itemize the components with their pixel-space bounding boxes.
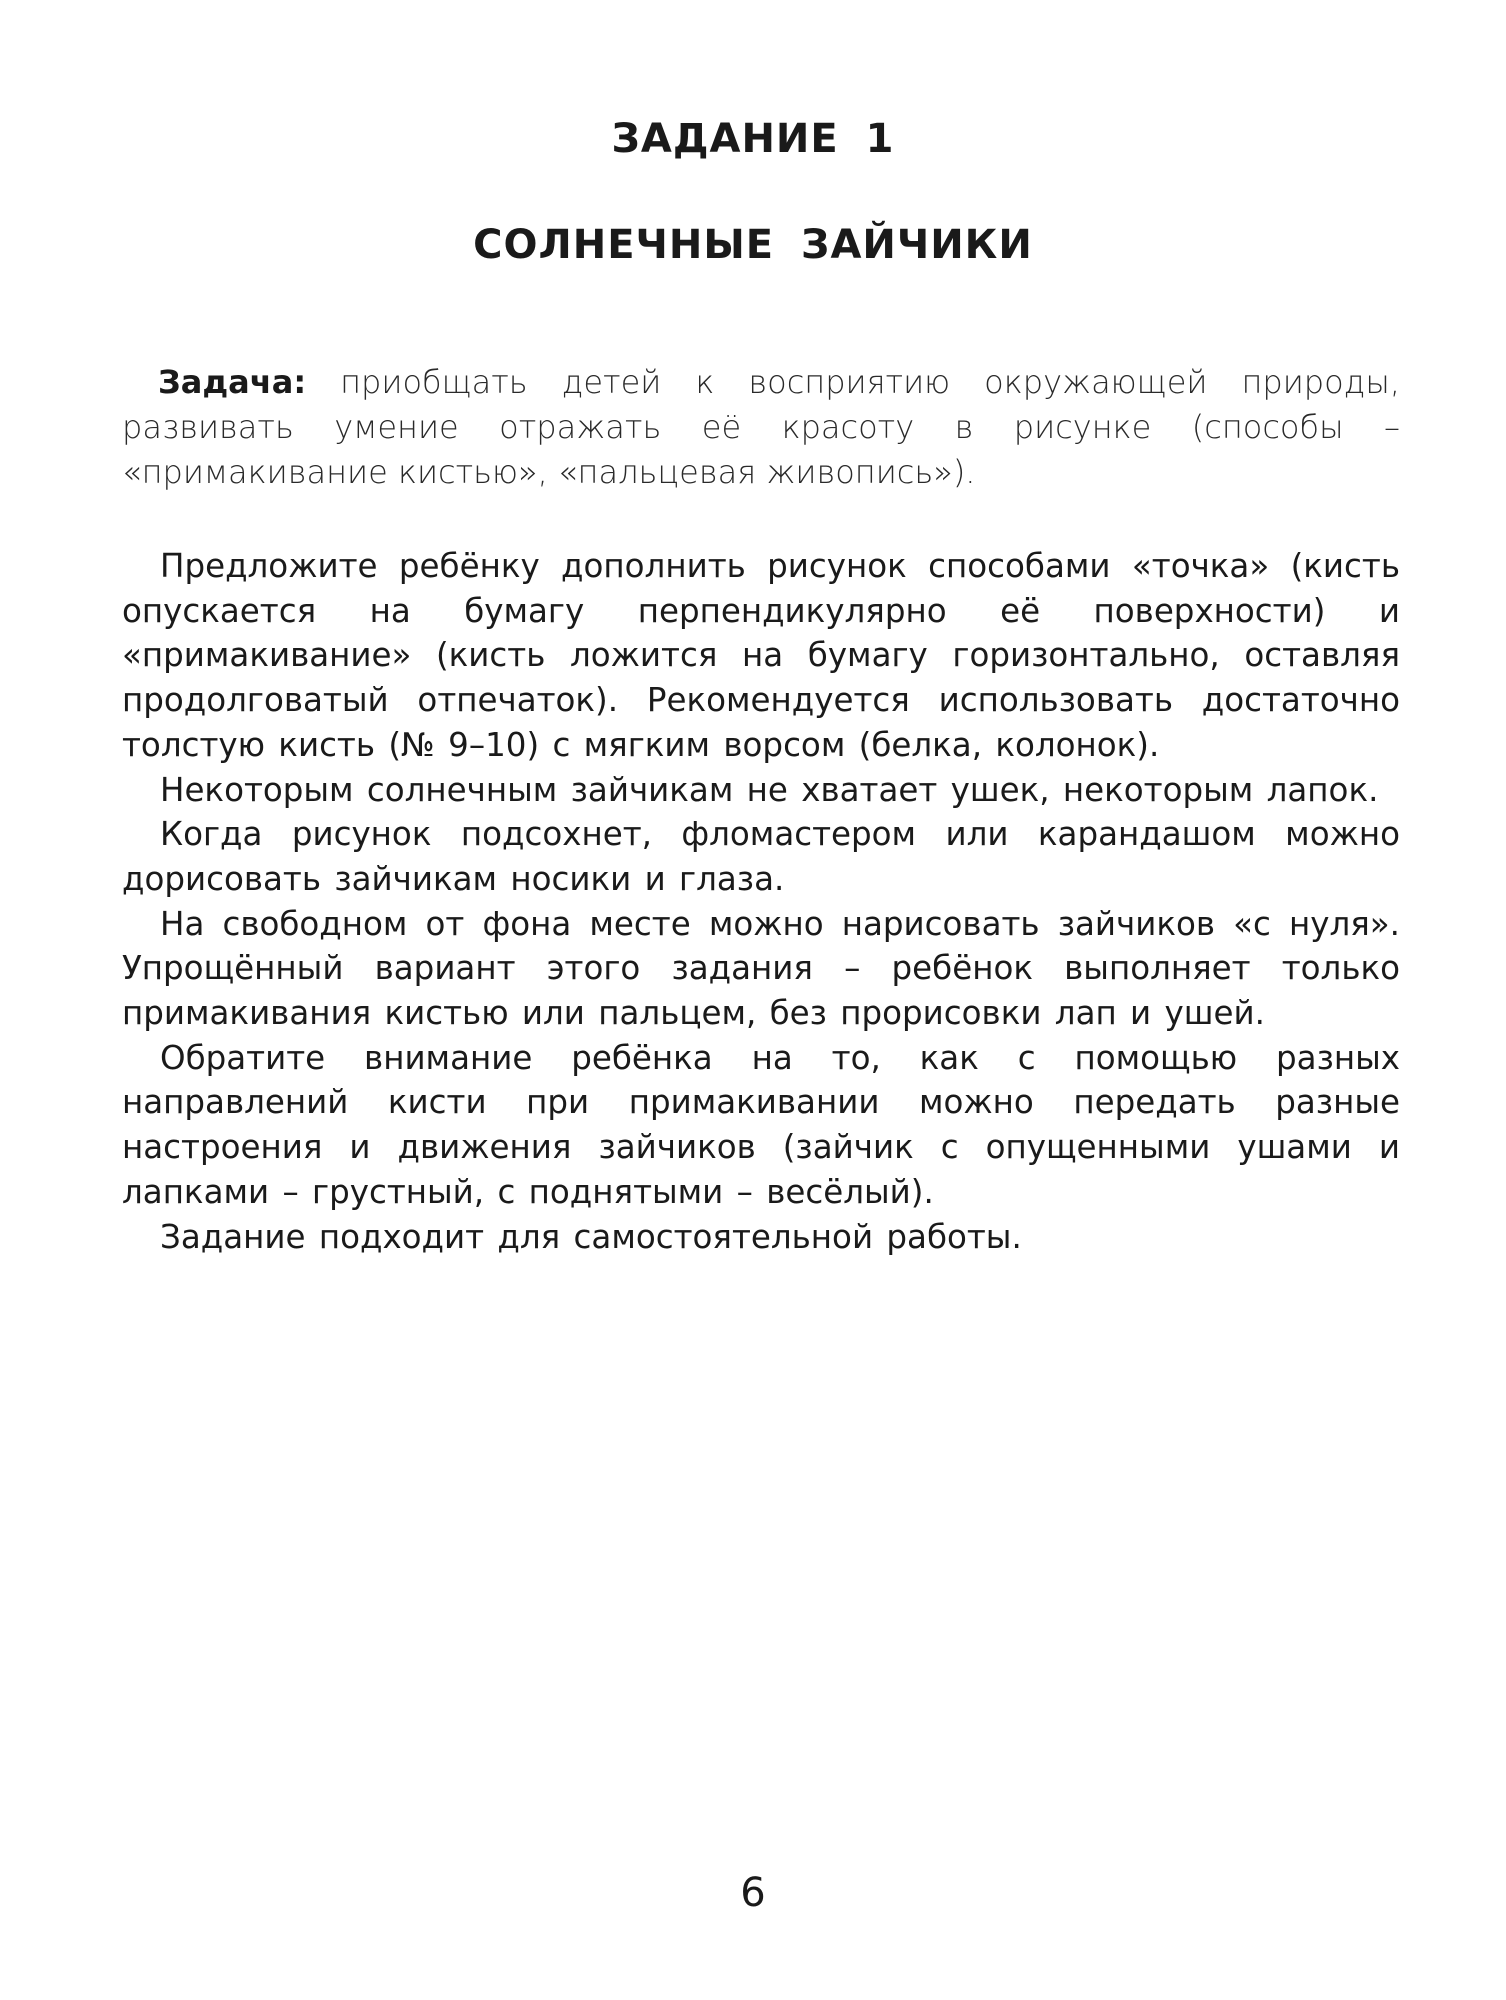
paragraph: Предложите ребёнку дополнить рисунок способами «точка» (кисть опускается на бумагу перпендикулярно её поверхности) и «примакивание» (кисть ложится на бумагу горизонтально, оставляя продолговатый отпечаток). Рекомендуется использовать достаточно толстую кисть (№ 9–10) с мягким ворсом (белка, колонок). — [122, 547, 1400, 764]
task-text: приобщать детей к восприятию окружающей природы, развивать умение отражать её красоту в рисунке (способы – «примакивание кистью», «пальцевая живопись»). — [122, 363, 1400, 491]
page-number: 6 — [740, 1870, 766, 1916]
paragraph: На свободном от фона месте можно нарисовать зайчиков «с нуля». Упрощённый вариант этого задания – ребёнок выполняет только примакивания кистью или пальцем, без прорисовки лап и ушей. — [122, 904, 1400, 1033]
paragraph: Когда рисунок подсохнет, фломастером или карандашом можно дорисовать зайчикам носики и глаза. — [122, 815, 1400, 898]
paragraph: Некоторым солнечным зайчикам не хватает ушек, некоторым лапок. — [160, 770, 1379, 809]
instructions-body — [122, 544, 1400, 1259]
task-label: Задача: — [158, 363, 307, 401]
paragraph: Задание подходит для самостоятельной работы. — [160, 1217, 1022, 1256]
task-description — [122, 360, 1400, 495]
assignment-title: ЗАДАНИЕ 1 — [611, 116, 895, 162]
topic-title: СОЛНЕЧНЫЕ ЗАЙЧИКИ — [473, 222, 1033, 268]
paragraph: Обратите внимание ребёнка на то, как с помощью разных направлений кисти при примакивании можно передать разные настроения и движения зайчиков (зайчик с опущенными ушами и лапками – грустный, с поднятыми – весёлый). — [122, 1038, 1400, 1211]
